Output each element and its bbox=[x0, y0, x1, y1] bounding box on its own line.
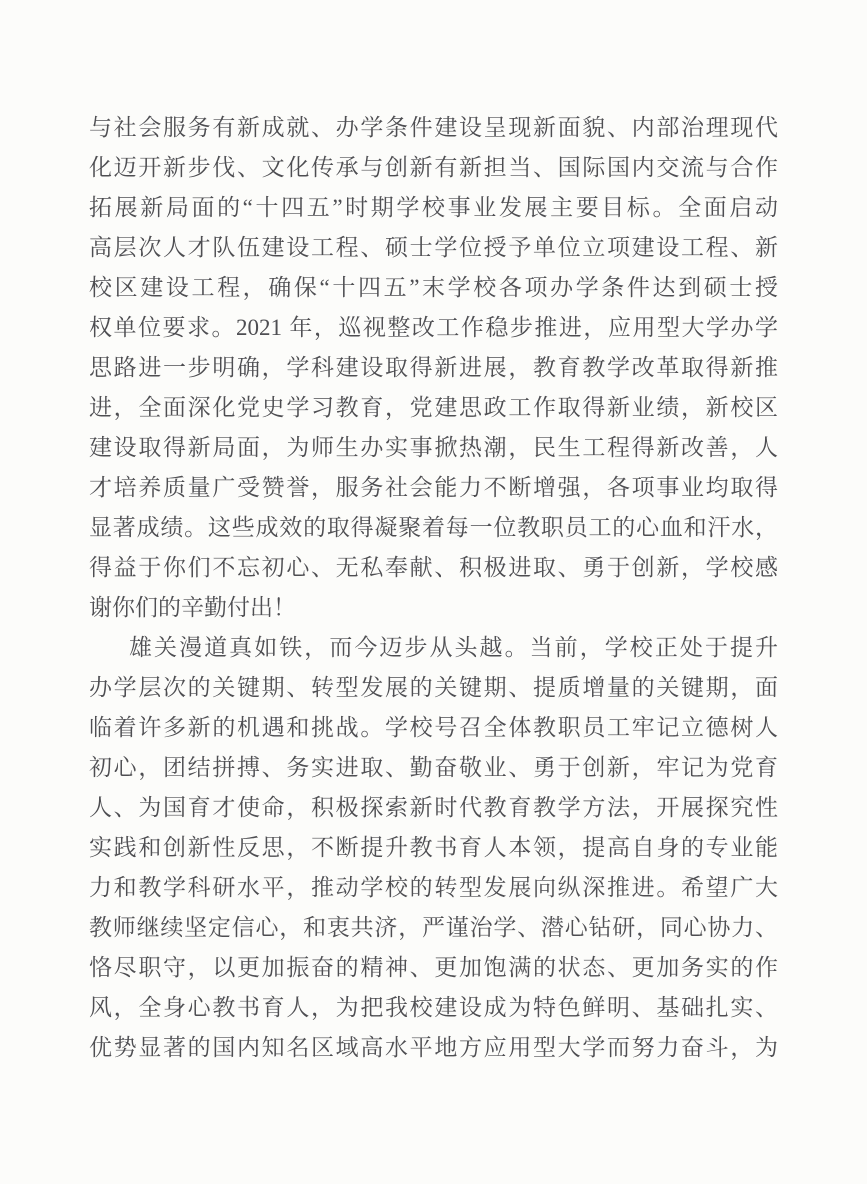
text-line: 建设取得新局面，为师生办实事掀热潮，民生工程得新改善，人 bbox=[89, 435, 778, 460]
text-line: 才培养质量广受赞誉，服务社会能力不断增强，各项事业均取得 bbox=[89, 475, 778, 500]
text-line: 力和教学科研水平，推动学校的转型发展向纵深推进。希望广大 bbox=[89, 875, 778, 900]
letter-body bbox=[89, 108, 778, 1068]
text-line: 优势显著的国内知名区域高水平地方应用型大学而努力奋斗，为 bbox=[89, 1035, 778, 1060]
text-line: 拓展新局面的“十四五”时期学校事业发展主要目标。全面启动 bbox=[89, 195, 778, 220]
text-line: 化迈开新步伐、文化传承与创新有新担当、国际国内交流与合作 bbox=[89, 155, 778, 180]
text-line: 实践和创新性反思，不断提升教书育人本领，提高自身的专业能 bbox=[89, 835, 778, 860]
text-line: 显著成绩。这些成效的取得凝聚着每一位教职员工的心血和汗水， bbox=[89, 515, 778, 540]
text-line: 思路进一步明确，学科建设取得新进展，教育教学改革取得新推 bbox=[89, 355, 778, 380]
text-line: 初心，团结拼搏、务实进取、勤奋敬业、勇于创新，牢记为党育 bbox=[89, 755, 778, 780]
text-line: 教师继续坚定信心，和衷共济，严谨治学、潜心钻研，同心协力、 bbox=[89, 915, 778, 940]
text-line: 高层次人才队伍建设工程、硕士学位授予单位立项建设工程、新 bbox=[89, 235, 778, 260]
text-line: 雄关漫道真如铁，而今迈步从头越。当前，学校正处于提升 bbox=[129, 635, 778, 660]
text-line: 得益于你们不忘初心、无私奉献、积极进取、勇于创新，学校感 bbox=[89, 555, 778, 580]
text-line: 恪尽职守，以更加振奋的精神、更加饱满的状态、更加务实的作 bbox=[89, 955, 778, 980]
text-line: 风，全身心教书育人，为把我校建设成为特色鲜明、基础扎实、 bbox=[89, 995, 778, 1020]
text-line: 与社会服务有新成就、办学条件建设呈现新面貌、内部治理现代 bbox=[89, 115, 778, 140]
paragraph-2 bbox=[89, 628, 778, 1068]
paragraph-1 bbox=[89, 108, 778, 628]
text-line: 谢你们的辛勤付出！ bbox=[89, 595, 296, 620]
text-line: 进，全面深化党史学习教育，党建思政工作取得新业绩，新校区 bbox=[89, 395, 778, 420]
text-line: 校区建设工程，确保“十四五”末学校各项办学条件达到硕士授 bbox=[89, 275, 778, 300]
text-line: 权单位要求。2021 年，巡视整改工作稳步推进，应用型大学办学 bbox=[89, 315, 778, 340]
text-line: 办学层次的关键期、转型发展的关键期、提质增量的关键期，面 bbox=[89, 675, 778, 700]
text-line: 人、为国育才使命，积极探索新时代教育教学方法，开展探究性 bbox=[89, 795, 778, 820]
text-line: 临着许多新的机遇和挑战。学校号召全体教职员工牢记立德树人 bbox=[89, 715, 778, 740]
